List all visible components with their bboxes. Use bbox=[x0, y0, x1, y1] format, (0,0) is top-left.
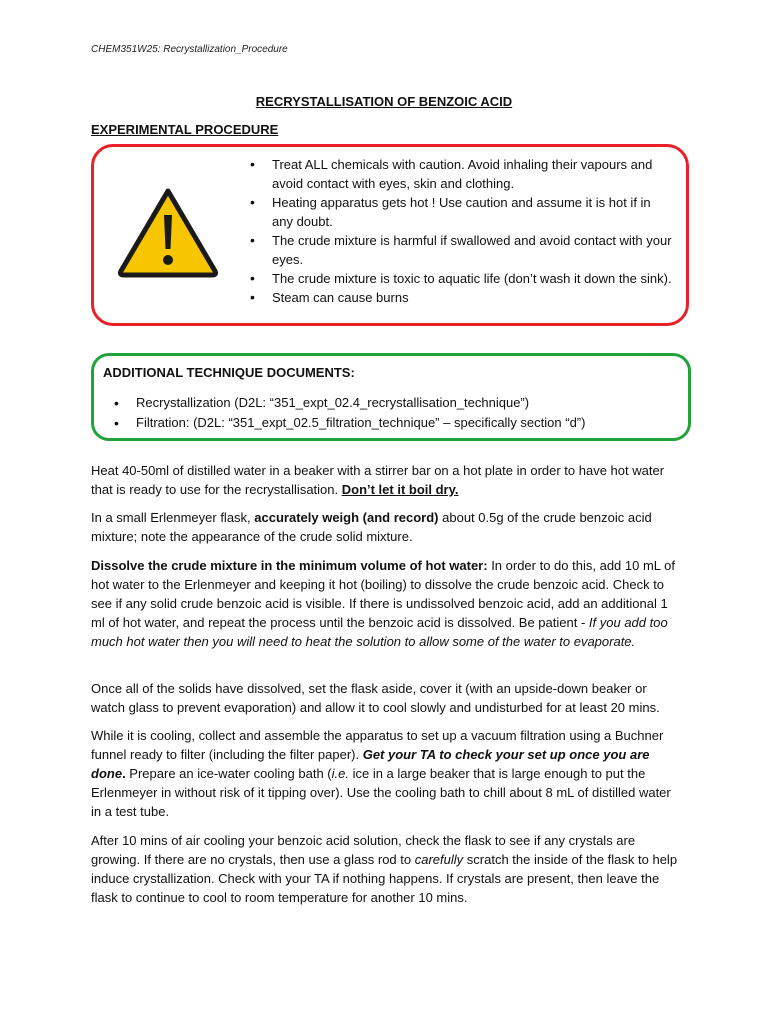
list-item: • Steam can cause burns bbox=[244, 288, 674, 307]
technique-documents-list bbox=[108, 393, 678, 433]
procedure-step-weigh: In a small Erlenmeyer flask, accurately weigh (and record) about 0.5g of the crude benzoic acid mixture; note the appearance of the crude solid mixture. bbox=[91, 510, 652, 544]
section-heading: EXPERIMENTAL PROCEDURE bbox=[91, 122, 279, 137]
page-header: CHEM351W25: Recrystallization_Procedure bbox=[91, 44, 288, 55]
list-item: • Treat ALL chemicals with caution. Avoid inhaling their vapours and avoid contact with eyes, skin and clothing. bbox=[244, 155, 674, 193]
procedure-step-filtration-setup: While it is cooling, collect and assemble the apparatus to set up a vacuum filtration using a Buchner funnel ready to filter (including the filter paper). Get your TA to check your set up once you are done. Prepare an ice-water cooling bath (i.e. ice in a large beaker that is large enough to put the Erlenmeyer in without risk of it tipping over). Use the cooling bath to chill about 8 mL of distilled water in a test tube. bbox=[91, 728, 671, 819]
safety-warning-box bbox=[91, 144, 689, 326]
warning-triangle-icon bbox=[116, 185, 220, 279]
procedure-step-heat-water: Heat 40-50ml of distilled water in a beaker with a stirrer bar on a hot plate in order to have hot water that is ready to use for the recrystallisation. Don’t let it boil dry. bbox=[91, 463, 665, 497]
safety-warning-list bbox=[244, 155, 674, 307]
procedure-step-crystallize: After 10 mins of air cooling your benzoic acid solution, check the flask to see if any crystals are growing. If there are no crystals, then use a glass rod to carefully scratch the inside of the flask to help induce crystallization. Check with your TA if nothing happens. If crystals are present, then leave the flask to continue to cool to room temperature for another 10 mins. bbox=[91, 833, 678, 905]
list-item: • Recrystallization (D2L: “351_expt_02.4_recrystallisation_technique”) bbox=[108, 393, 678, 413]
technique-documents-box bbox=[91, 353, 691, 441]
technique-documents-title: ADDITIONAL TECHNIQUE DOCUMENTS: bbox=[103, 365, 355, 380]
procedure-step-dissolve: Dissolve the crude mixture in the minimum volume of hot water: In order to do this, add 10 mL of hot water to the Erlenmeyer and keeping it hot (boiling) to dissolve the crude benzoic acid. Check to see if any solid crude benzoic acid is visible. If there is undissolved benzoic acid, add an additional 1 ml of hot water, and repeat the process until the benzoic acid is dissolved. Be patient - If you add too much hot water then you will need to heat the solution to allow some of the water to evaporate. bbox=[91, 558, 675, 649]
procedure-step-cool: Once all of the solids have dissolved, set the flask aside, cover it (with an upside-down beaker or watch glass to prevent evaporation) and allow it to cool slowly and undisturbed for at least 20 mins. bbox=[91, 681, 660, 715]
list-item: • Heating apparatus gets hot ! Use caution and assume it is hot if in any doubt. bbox=[244, 193, 674, 231]
list-item: • Filtration: (D2L: “351_expt_02.5_filtration_technique” – specifically section “d”) bbox=[108, 413, 678, 433]
list-item: • The crude mixture is harmful if swallowed and avoid contact with your eyes. bbox=[244, 231, 674, 269]
list-item: • The crude mixture is toxic to aquatic life (don’t wash it down the sink). bbox=[244, 269, 674, 288]
document-title: RECRYSTALLISATION OF BENZOIC ACID bbox=[255, 94, 513, 109]
